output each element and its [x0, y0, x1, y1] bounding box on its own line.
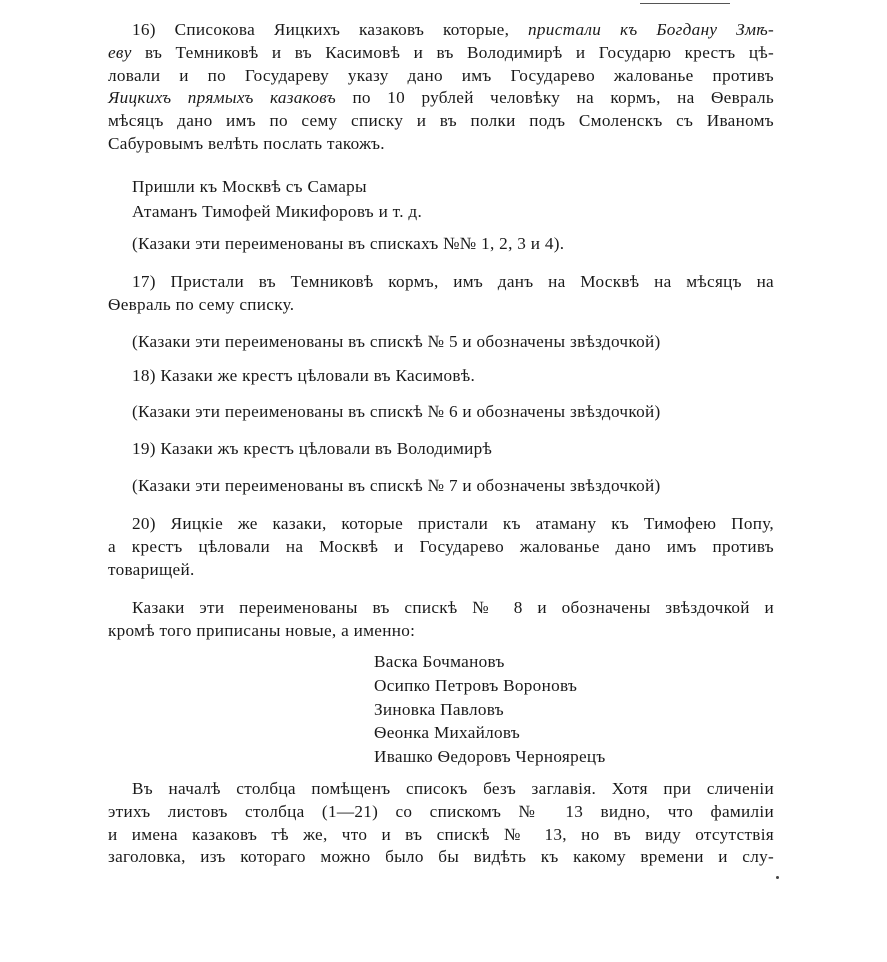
- paragraph-17: [108, 271, 774, 317]
- paragraph-20: [108, 513, 774, 581]
- name-item: Осипко Петровъ Вороновъ: [374, 675, 578, 695]
- name-item: Зиновка Павловъ: [374, 699, 504, 719]
- name-item: Васка Бочмановъ: [374, 652, 505, 671]
- paragraph-16-line-3: ловали и по Государеву указу дано имъ Государево жалованье противъ: [108, 65, 774, 85]
- paragraph-final: [108, 778, 774, 869]
- ink-speck: [776, 876, 779, 879]
- note-list-7: (Казаки эти переименованы въ спискѣ № 7 и обозначены звѣздочкой): [132, 476, 661, 495]
- paragraph-17-line-1: 17) Пристали въ Темниковѣ кормъ, имъ данъ на Москвѣ на мѣсяцъ на: [132, 272, 774, 291]
- paragraph-16-line-4: Яицкихъ прямыхъ казаковъ по 10 рублей человѣку на кормъ, на Ѳевраль: [108, 88, 774, 108]
- paragraph-final-line-4: заголовка, изъ котораго можно было бы видѣть къ какому времени и слу-: [108, 847, 774, 867]
- paragraph-list-8: [108, 597, 774, 643]
- note-lists-1-4: (Казаки эти переименованы въ спискахъ №№ 1, 2, 3 и 4).: [132, 234, 565, 253]
- arrived-line: Пришли къ Москвѣ съ Самары: [132, 177, 367, 196]
- name-item: Ѳеонка Михайловъ: [374, 723, 521, 743]
- paragraph-16-line-5: мѣсяцъ дано имъ по сему списку и въ полки подъ Смоленскъ съ Иваномъ: [108, 111, 774, 131]
- paragraph-final-line-3: и имена казаковъ тѣ же, что и въ спискѣ № 13, но въ виду отсутствія: [108, 824, 774, 844]
- paragraph-16-line-2: еву въ Темниковѣ и въ Касимовѣ и въ Володимирѣ и Государю крестъ цѣ-: [108, 42, 774, 62]
- paragraph-16-line-1: 16) Списокова Яицкихъ казаковъ которые, пристали къ Богдану Змѣ-: [132, 20, 775, 39]
- paragraph-16-line-6: Сабуровымъ велѣть послать такожъ.: [108, 133, 385, 153]
- header-rule: [640, 0, 730, 4]
- paragraph-list-8-line-2: кромѣ того приписаны новые, а именно:: [108, 620, 416, 640]
- paragraph-20-line-3: товарищей.: [108, 559, 195, 579]
- paragraph-list-8-line-1: Казаки эти переименованы въ спискѣ № 8 и обозначены звѣздочкой и: [132, 598, 774, 617]
- paragraph-20-line-1: 20) Яицкіе же казаки, которые пристали къ атаману къ Тимофею Попу,: [132, 514, 774, 533]
- paragraph-final-line-1: Въ началѣ столбца помѣщенъ списокъ безъ заглавія. Хотя при сличеніи: [132, 779, 774, 798]
- paragraph-19: 19) Казаки жъ крестъ цѣловали въ Володимирѣ: [132, 439, 493, 458]
- paragraph-final-line-2: этихъ листовъ столбца (1—21) со спискомъ № 13 видно, что фамиліи: [108, 801, 774, 821]
- paragraph-20-line-2: а крестъ цѣловали на Москвѣ и Государево жалованье дано имъ противъ: [108, 536, 774, 556]
- paragraph-17-line-2: Ѳевраль по сему списку.: [108, 294, 295, 314]
- ataman-line: Атаманъ Тимофей Микифоровъ и т. д.: [132, 202, 423, 221]
- name-item: Ивашко Ѳедоровъ Черноярецъ: [374, 747, 606, 767]
- note-list-6: (Казаки эти переименованы въ спискѣ № 6 и обозначены звѣздочкой): [132, 402, 661, 421]
- names-list: [374, 650, 606, 769]
- paragraph-16: [108, 19, 774, 156]
- paragraph-18: 18) Казаки же крестъ цѣловали въ Касимовѣ.: [132, 366, 476, 385]
- note-list-5: (Казаки эти переименованы въ спискѣ № 5 и обозначены звѣздочкой): [132, 332, 661, 351]
